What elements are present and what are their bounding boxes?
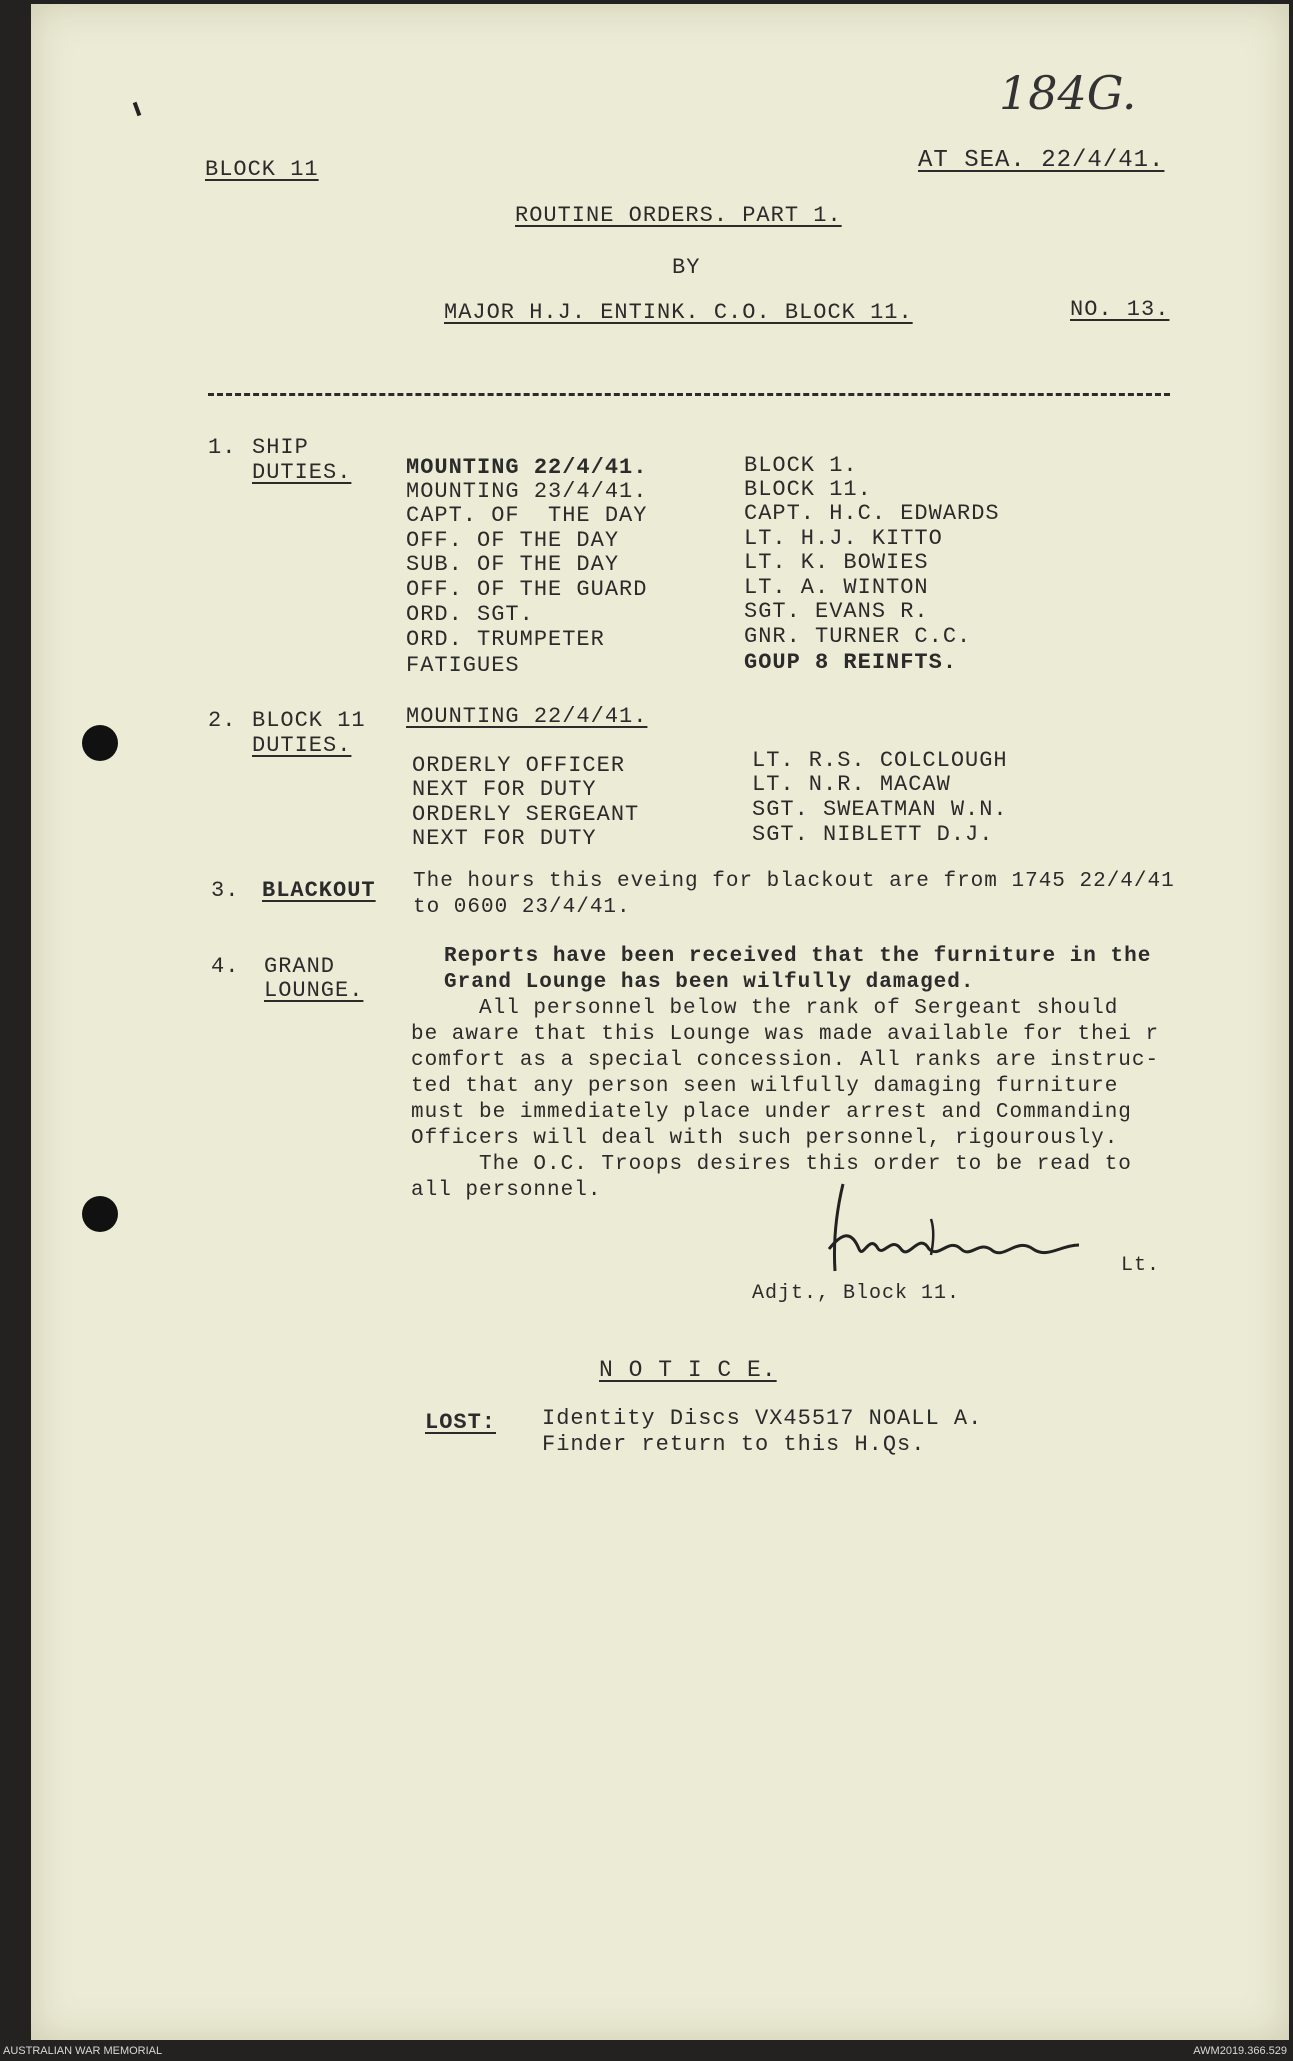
duty-assignee: GOUP 8 REINFTS.	[744, 650, 958, 675]
notice-label: LOST:	[425, 1410, 497, 1435]
section4-heading: GRAND	[264, 954, 336, 979]
section2-heading: BLOCK 11	[252, 708, 366, 733]
section1-subheading: DUTIES.	[252, 460, 352, 485]
duty-assignee: GNR. TURNER C.C.	[744, 624, 972, 649]
duty-assignee: SGT. SWEATMAN W.N.	[752, 797, 1008, 822]
duty-assignee: CAPT. H.C. EDWARDS	[744, 501, 1000, 526]
handwritten-reference: 184G.	[999, 66, 1137, 120]
duty-assignee: LT. A. WINTON	[744, 575, 929, 600]
section2-subheading: DUTIES.	[252, 733, 352, 758]
footer-left: AUSTRALIAN WAR MEMORIAL	[3, 2045, 163, 2057]
notice-line: Identity Discs VX45517 NOALL A.	[542, 1406, 983, 1431]
duty-label: ORDERLY OFFICER	[412, 753, 626, 778]
lounge-line: Grand Lounge has been wilfully damaged.	[444, 971, 975, 994]
lounge-line: Reports have been received that the furniture in the	[444, 945, 1152, 968]
blackout-line: The hours this eveing for blackout are from 1745 22/4/41	[413, 870, 1175, 893]
duty-label: MOUNTING 22/4/41.	[406, 455, 648, 480]
duty-label: ORD. SGT.	[406, 602, 534, 627]
duty-assignee: SGT. EVANS R.	[744, 599, 929, 624]
lounge-line: The O.C. Troops desires this order to be read to	[411, 1153, 1132, 1176]
signature-image	[811, 1179, 1141, 1279]
blackout-line: to 0600 23/4/41.	[413, 896, 631, 919]
footer-right: AWM2019.366.529	[1193, 2045, 1287, 2057]
section2-number: 2.	[208, 708, 237, 733]
section3-heading: BLACKOUT	[262, 878, 376, 903]
duty-label: ORDERLY SERGEANT	[412, 802, 640, 827]
block-label: BLOCK 11	[205, 157, 319, 182]
duty-label: FATIGUES	[406, 653, 520, 678]
order-number: NO. 13.	[1070, 297, 1170, 322]
lounge-line: comfort as a special concession. All ranks are instruc-	[411, 1049, 1160, 1072]
duty-assignee: BLOCK 1.	[744, 453, 858, 478]
section3-number: 3.	[211, 878, 240, 903]
duty-label: NEXT FOR DUTY	[412, 826, 597, 851]
duty-assignee: LT. H.J. KITTO	[744, 526, 943, 551]
section1-heading: SHIP	[252, 435, 309, 460]
section2-mounting: MOUNTING 22/4/41.	[406, 704, 648, 729]
lounge-line: be aware that this Lounge was made available for thei r	[411, 1023, 1160, 1046]
lounge-line: must be immediately place under arrest and Commanding	[411, 1101, 1132, 1124]
notice-heading: N O T I C E.	[599, 1357, 777, 1383]
section4-subheading: LOUNGE.	[264, 978, 364, 1003]
document-page	[31, 4, 1289, 2040]
duty-assignee: BLOCK 11.	[744, 477, 872, 502]
signature-title: Adjt., Block 11.	[752, 1282, 961, 1305]
corner-mark	[133, 102, 142, 117]
duty-assignee: LT. N.R. MACAW	[752, 772, 951, 797]
duty-label: OFF. OF THE DAY	[406, 528, 620, 553]
duty-label: NEXT FOR DUTY	[412, 777, 597, 802]
location-date: AT SEA. 22/4/41.	[918, 147, 1165, 174]
divider	[208, 393, 1170, 396]
duty-label: CAPT. OF THE DAY	[406, 503, 648, 528]
notice-line: Finder return to this H.Qs.	[542, 1432, 926, 1457]
by-line: BY	[672, 255, 701, 280]
section1-number: 1.	[208, 435, 237, 460]
duty-label: OFF. OF THE GUARD	[406, 577, 648, 602]
duty-assignee: SGT. NIBLETT D.J.	[752, 822, 994, 847]
signature-rank: Lt.	[1121, 1254, 1161, 1277]
lounge-line: ted that any person seen wilfully damaging furniture	[411, 1075, 1119, 1098]
duty-label: SUB. OF THE DAY	[406, 552, 620, 577]
section4-number: 4.	[211, 954, 240, 979]
punch-hole	[82, 725, 118, 761]
lounge-line: Officers will deal with such personnel, rigourously.	[411, 1127, 1119, 1150]
issuer: MAJOR H.J. ENTINK. C.O. BLOCK 11.	[444, 300, 913, 325]
orders-title: ROUTINE ORDERS. PART 1.	[515, 203, 842, 228]
duty-label: ORD. TRUMPETER	[406, 627, 605, 652]
duty-label: MOUNTING 23/4/41.	[406, 479, 648, 504]
duty-assignee: LT. K. BOWIES	[744, 550, 929, 575]
lounge-line: All personnel below the rank of Sergeant should	[411, 997, 1119, 1020]
lounge-line: all personnel.	[411, 1179, 602, 1202]
punch-hole	[82, 1196, 118, 1232]
duty-assignee: LT. R.S. COLCLOUGH	[752, 748, 1008, 773]
